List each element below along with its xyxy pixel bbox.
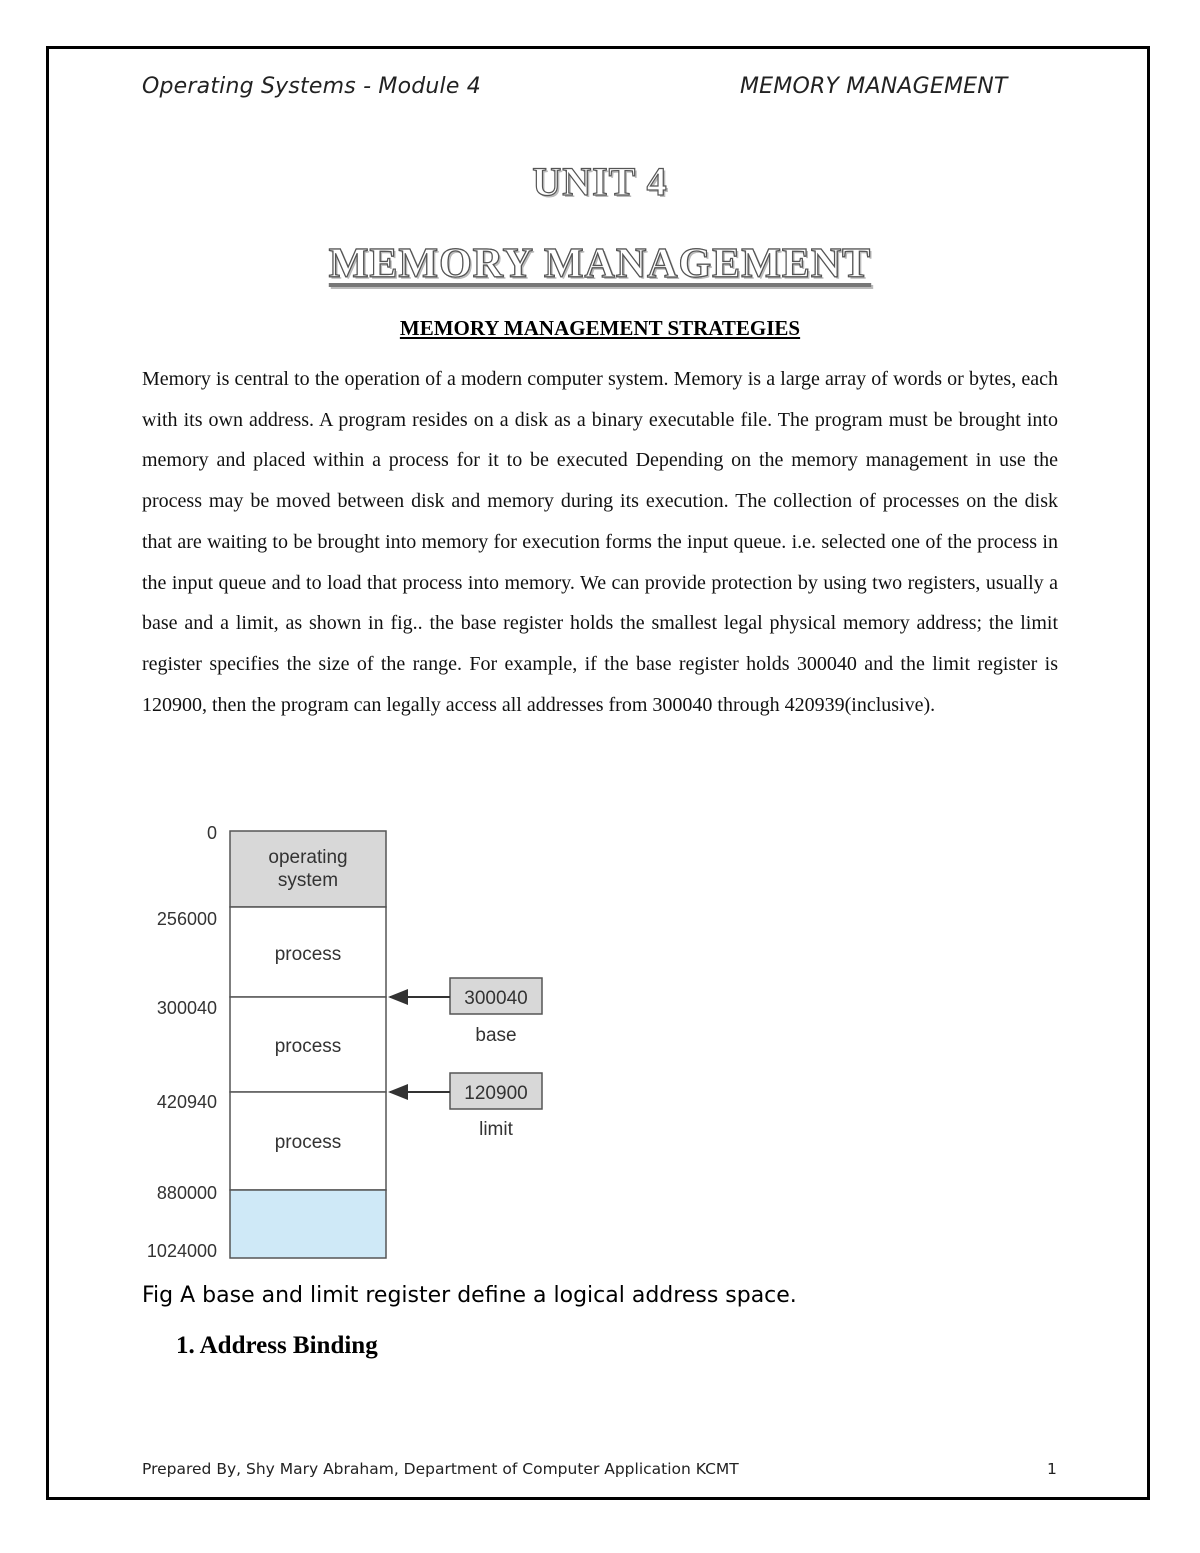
- limit-register-value: 120900: [464, 1083, 528, 1104]
- process-label-2: process: [274, 1036, 342, 1057]
- os-label-line1: operating: [268, 847, 348, 868]
- header-topic: MEMORY MANAGEMENT: [740, 74, 1008, 99]
- base-register-label: base: [475, 1025, 517, 1046]
- unit-title: UNIT 4: [532, 159, 668, 204]
- address-label: 880000: [156, 1183, 217, 1203]
- address-label: 256000: [156, 909, 217, 929]
- os-label-line2: system: [277, 870, 339, 891]
- address-label: 0: [206, 823, 217, 843]
- footer-author: Prepared By, Shy Mary Abraham, Department of Computer Application KCMT: [142, 1460, 739, 1478]
- address-label: 420940: [156, 1092, 217, 1112]
- main-title: MEMORY MANAGEMENT: [328, 241, 872, 287]
- free-memory-block: [230, 1190, 386, 1258]
- base-limit-diagram: [130, 815, 560, 1265]
- address-label: 300040: [156, 998, 217, 1018]
- section-heading: MEMORY MANAGEMENT STRATEGIES: [399, 316, 801, 340]
- header-course: Operating Systems - Module 4: [142, 74, 481, 99]
- figure-caption: Fig A base and limit register define a logical address space.: [142, 1283, 797, 1308]
- process-label-1: process: [274, 944, 342, 965]
- page-number: 1: [1047, 1460, 1057, 1478]
- base-register-value: 300040: [464, 988, 528, 1009]
- os-block: [230, 831, 386, 907]
- body-paragraph: Memory is central to the operation of a modern computer system. Memory is a large array of words or bytes, each with its own address. A program resides on a disk as a binary executable file. The program must be brought into memory and placed within a process for it to be executed Depending on the memory management in use the process may be moved between disk and memory during its execution. The collection of processes on the disk that are waiting to be brought into memory for execution forms the input queue. i.e. selected one of the process in the input queue and to load that process into memory. We can provide protection by using two registers, usually a base and a limit, as shown in fig.. the base register holds the smallest legal physical memory address; the limit register specifies the size of the range. For example, if the base register holds 300040 and the limit register is 120900, then the program can legally access all addresses from 300040 through 420939(inclusive).: [142, 368, 1058, 716]
- process-label-3: process: [274, 1132, 342, 1153]
- address-label: 1024000: [146, 1241, 217, 1261]
- limit-register-label: limit: [479, 1119, 513, 1140]
- address-binding-heading: 1. Address Binding: [176, 1332, 378, 1359]
